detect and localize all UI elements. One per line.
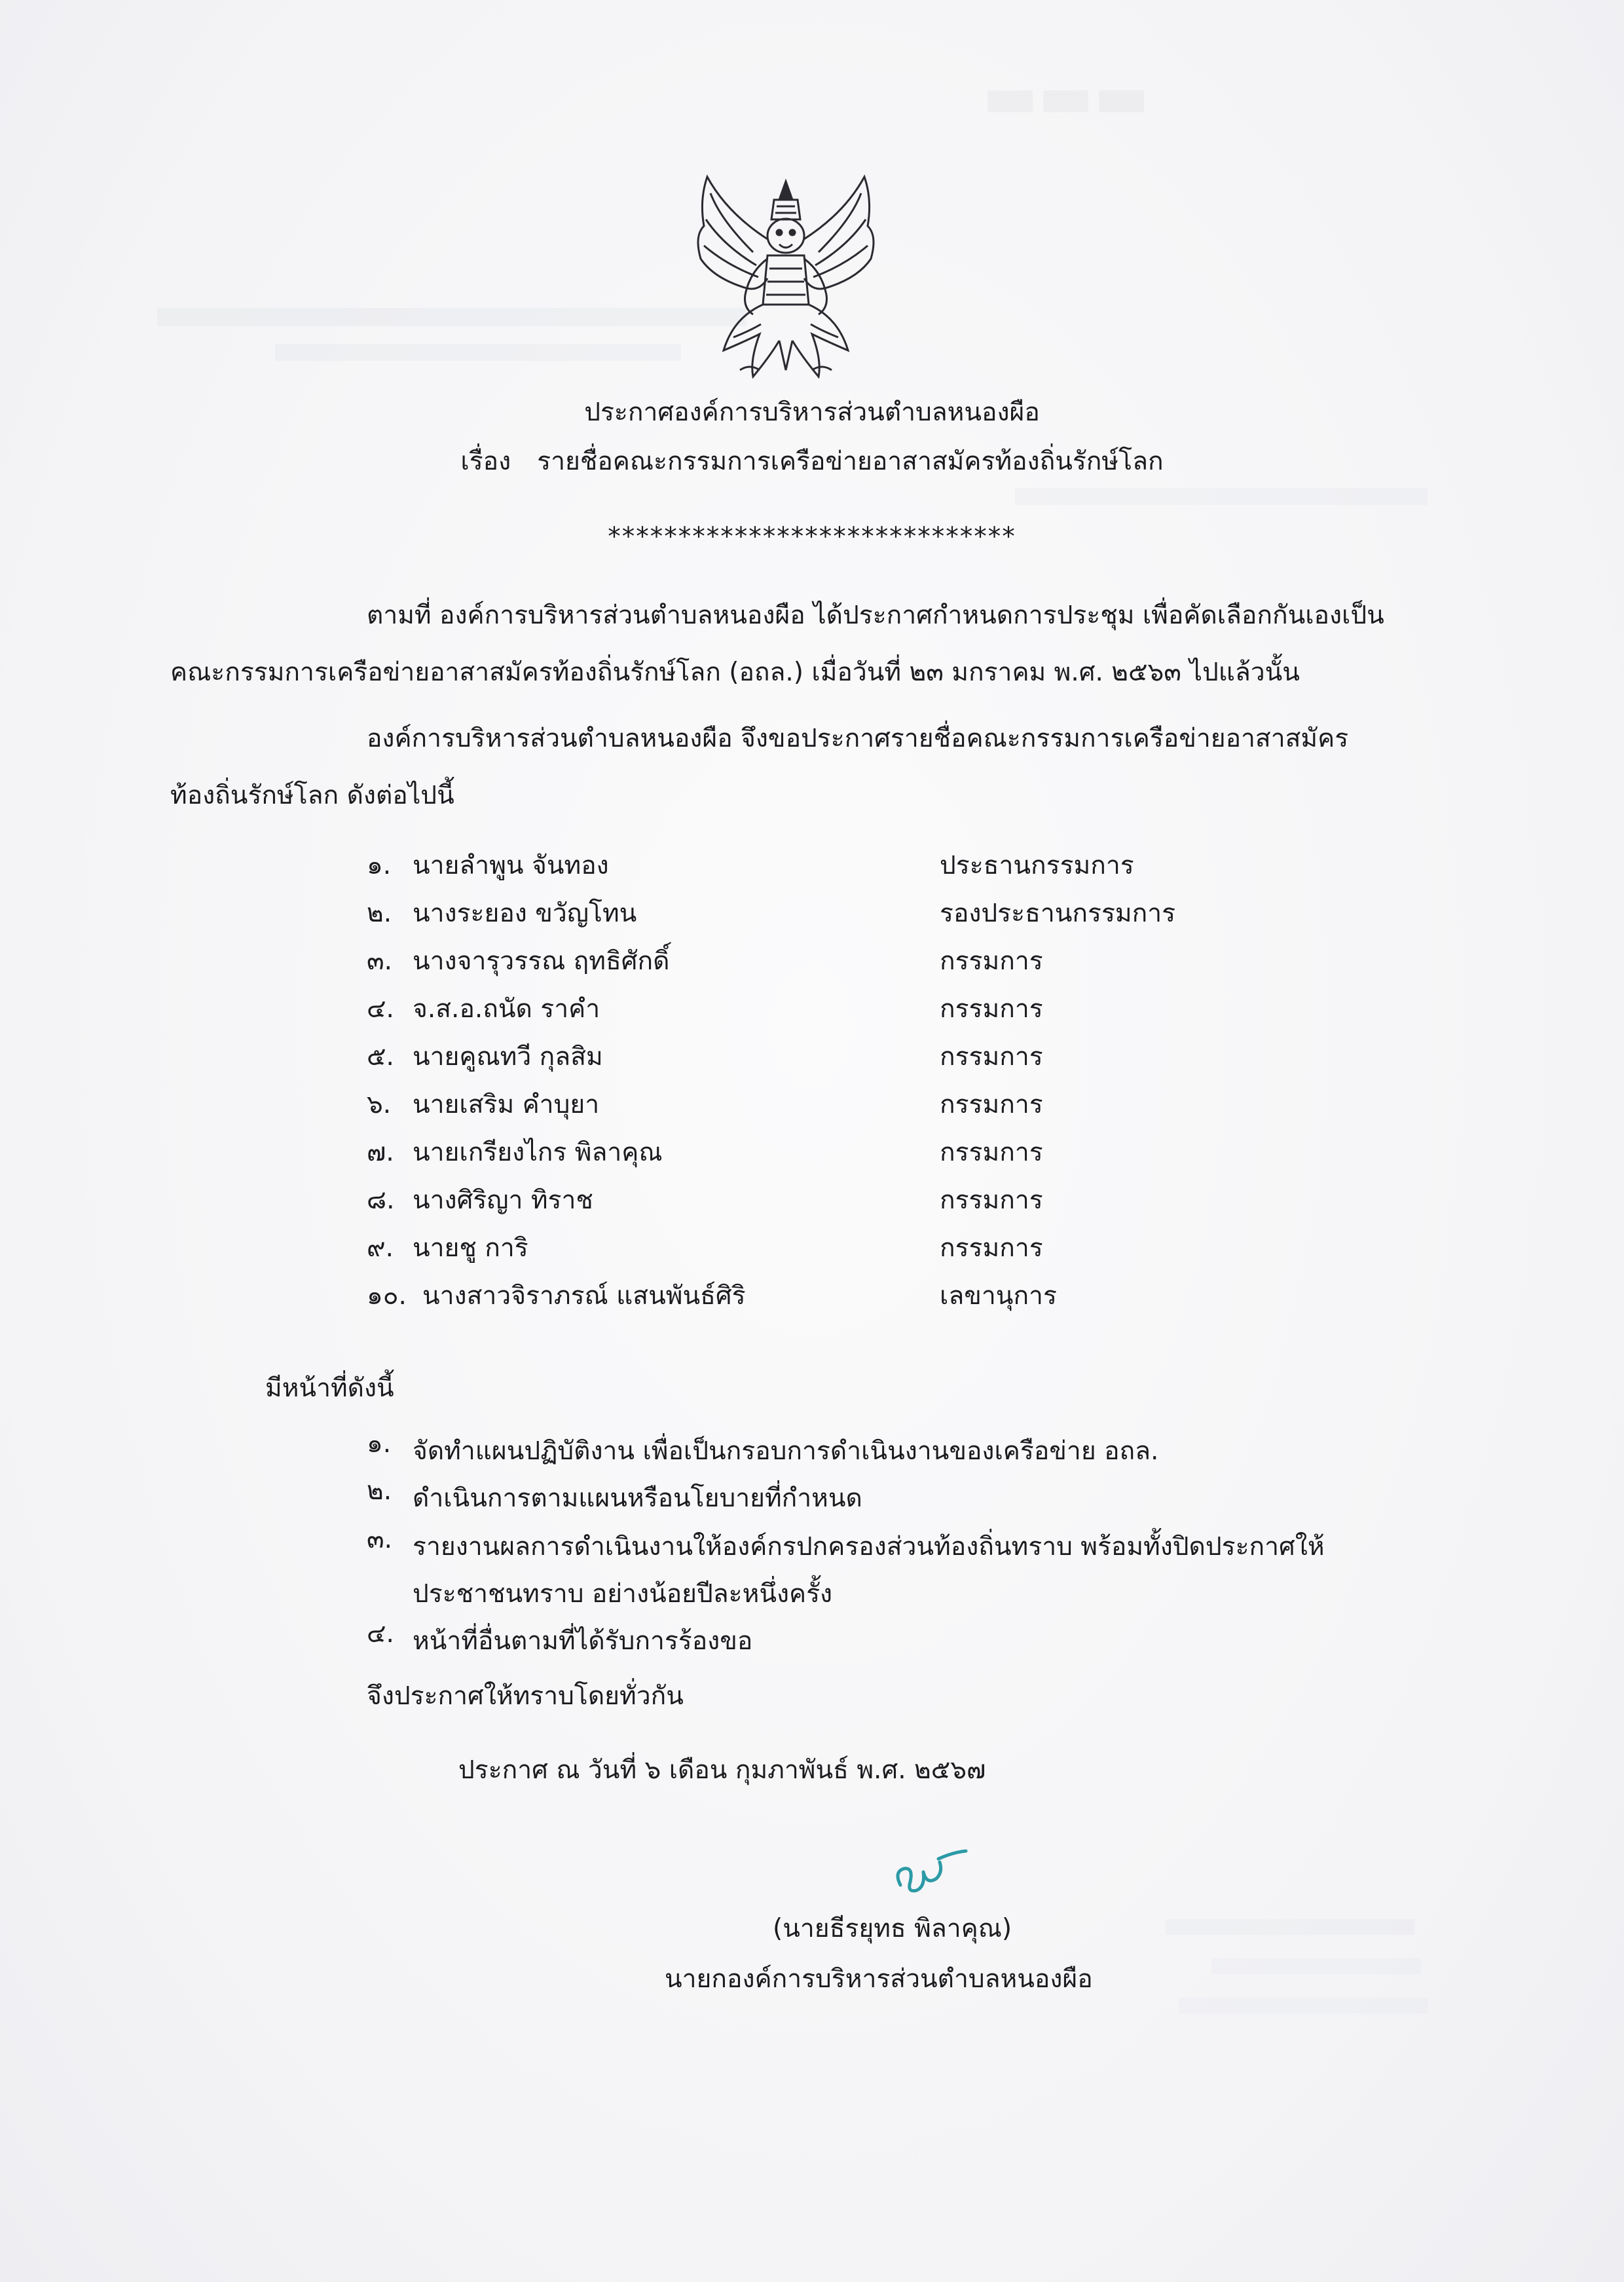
member-name: นางจารุวรรณ ฤทธิศักดิ์ xyxy=(413,946,670,976)
member-name: นายคูณทวี กุลสิม xyxy=(413,1042,603,1072)
member-name: จ.ส.อ.ถนัด ราคำ xyxy=(413,994,600,1024)
duty-text: หน้าที่อื่นตามที่ได้รับการร้องขอ xyxy=(413,1626,753,1656)
duty-text: รายงานผลการดำเนินงานให้องค์กรปกครองส่วนท้องถิ่นทราบ พร้อมทั้งปิดประกาศให้ประชาชนทราบ อย่างน้อยปีละหนึ่งครั้ง xyxy=(413,1532,1325,1609)
duty-number: ๒. xyxy=(367,1476,392,1506)
garuda-emblem-icon xyxy=(688,174,884,386)
member-number: ๕. xyxy=(367,1042,394,1072)
member-number: ๖. xyxy=(367,1090,392,1119)
member-role: กรรมการ xyxy=(940,946,1043,976)
signer-name: (นายธีรยุทธ พิลาคุณ) xyxy=(773,1914,1012,1943)
bleed-through-mark: ▬▬▬ xyxy=(982,62,1150,131)
signature-mark xyxy=(887,1846,972,1898)
member-number: ๑. xyxy=(367,851,392,880)
bleed-through-mark xyxy=(1211,1958,1421,1974)
bleed-through-mark xyxy=(1179,1998,1428,2013)
member-name: นายลำพูน จันทอง xyxy=(413,851,609,880)
bleed-through-mark xyxy=(1166,1919,1414,1935)
signer-position: นายกองค์การบริหารส่วนตำบลหนองผือ xyxy=(665,1964,1093,1994)
member-name: นายชู การิ xyxy=(413,1233,528,1263)
separator-line: ***************************** xyxy=(608,522,1016,552)
paragraph-1-line-2: คณะกรรมการเครือข่ายอาสาสมัครท้องถิ่นรักษ์โลก (อถล.) เมื่อวันที่ ๒๓ มกราคม พ.ศ. ๒๕๖๓ ไปแล้วนั้น xyxy=(170,658,1300,687)
member-role: กรรมการ xyxy=(940,1233,1043,1263)
member-role: ประธานกรรมการ xyxy=(940,851,1134,880)
duty-item xyxy=(0,1475,1624,1514)
bleed-through-mark xyxy=(1015,488,1428,505)
duty-number: ๔. xyxy=(367,1619,394,1649)
member-number: ๗. xyxy=(367,1138,394,1167)
member-number: ๒. xyxy=(367,899,392,928)
member-name: นางระยอง ขวัญโทน xyxy=(413,899,637,928)
member-number: ๓. xyxy=(367,946,393,976)
member-name: นายเสริม คำบุยา xyxy=(413,1090,600,1119)
closing-line: จึงประกาศให้ทราบโดยทั่วกัน xyxy=(367,1681,684,1711)
bleed-through-mark xyxy=(157,308,747,326)
member-name: นางศิริญา ทิราช xyxy=(413,1186,593,1215)
member-number: ๔. xyxy=(367,994,394,1024)
announcement-date: ประกาศ ณ วันที่ ๖ เดือน กุมภาพันธ์ พ.ศ. ๒๕๖๗ xyxy=(458,1755,986,1785)
document-title: ประกาศองค์การบริหารส่วนตำบลหนองผือ xyxy=(584,398,1040,427)
duty-number: ๓. xyxy=(367,1525,393,1554)
member-name: นายเกรียงไกร พิลาคุณ xyxy=(413,1138,663,1167)
duty-text: ดำเนินการตามแผนหรือนโยบายที่กำหนด xyxy=(413,1484,862,1513)
subject-text: รายชื่อคณะกรรมการเครือข่ายอาสาสมัครท้องถิ่นรักษ์โลก xyxy=(537,447,1164,476)
member-role: กรรมการ xyxy=(940,1138,1043,1167)
paragraph-2-line-2: ท้องถิ่นรักษ์โลก ดังต่อไปนี้ xyxy=(170,781,454,810)
paragraph-2-line-1: องค์การบริหารส่วนตำบลหนองผือ จึงขอประกาศรายชื่อคณะกรรมการเครือข่ายอาสาสมัคร xyxy=(367,724,1349,753)
member-role: กรรมการ xyxy=(940,1090,1043,1119)
duty-text: จัดทำแผนปฏิบัติงาน เพื่อเป็นกรอบการดำเนินงานของเครือข่าย อถล. xyxy=(413,1436,1159,1466)
duty-item xyxy=(0,1524,1624,1615)
duty-number: ๑. xyxy=(367,1429,392,1459)
paragraph-1-line-1: ตามที่ องค์การบริหารส่วนตำบลหนองผือ ได้ประกาศกำหนดการประชุม เพื่อคัดเลือกกันเองเป็น xyxy=(367,601,1384,630)
subject-line xyxy=(0,445,1624,478)
member-role: กรรมการ xyxy=(940,1186,1043,1215)
member-name: นางสาวจิราภรณ์ แสนพันธ์ศิริ xyxy=(422,1281,746,1311)
member-role: รองประธานกรรมการ xyxy=(940,899,1176,928)
member-number: ๙. xyxy=(367,1233,394,1263)
member-number: ๘. xyxy=(367,1186,395,1215)
duty-item xyxy=(0,1618,1624,1657)
member-role: กรรมการ xyxy=(940,994,1043,1024)
member-role: กรรมการ xyxy=(940,1042,1043,1072)
subject-label: เรื่อง xyxy=(460,447,511,476)
bleed-through-mark xyxy=(275,344,681,361)
duty-item xyxy=(0,1428,1624,1467)
duties-heading: มีหน้าที่ดังนี้ xyxy=(265,1374,394,1403)
member-role: เลขานุการ xyxy=(940,1281,1057,1311)
member-number: ๑๐. xyxy=(367,1281,407,1311)
